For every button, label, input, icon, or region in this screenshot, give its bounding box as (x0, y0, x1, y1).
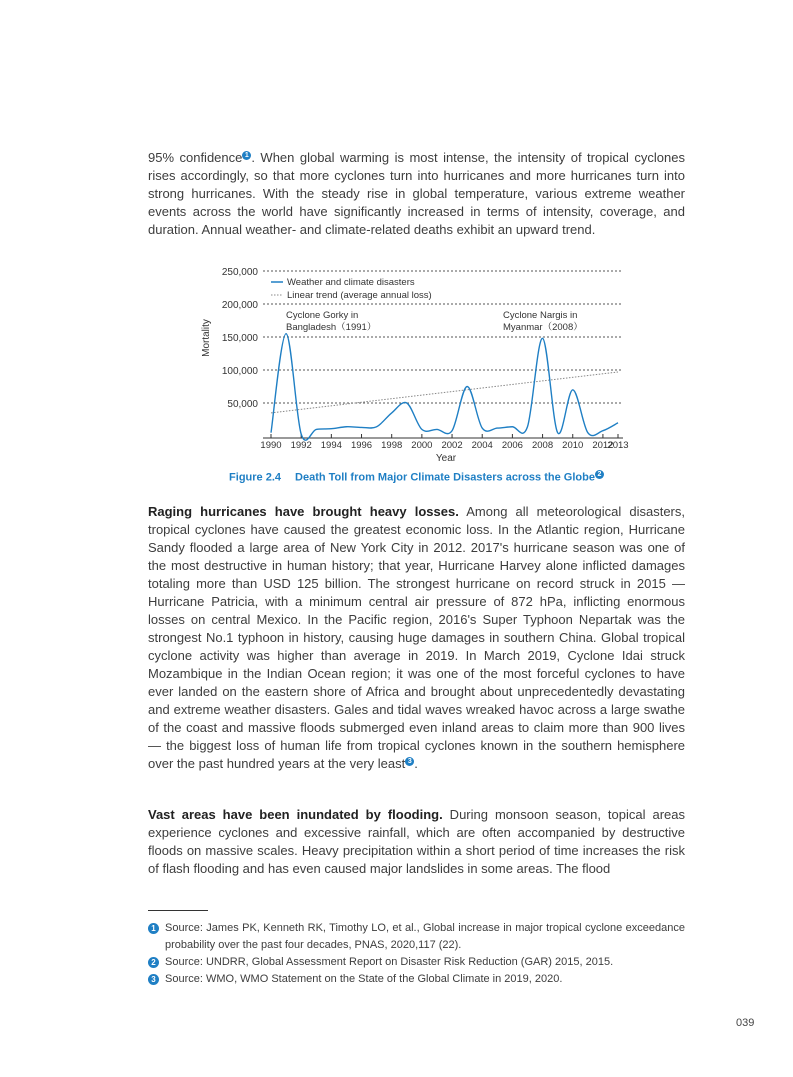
footnote-ref-3[interactable]: 3 (405, 757, 414, 766)
footnote-text: Source: WMO, WMO Statement on the State of the Global Climate in 2019, 2020. (165, 973, 563, 985)
footnote-3 (148, 971, 685, 988)
figure-caption (148, 470, 685, 484)
mortality-chart (195, 260, 640, 470)
x-tick-label: 2000 (411, 440, 433, 451)
y-tick-label: 100,000 (221, 366, 258, 377)
y-tick-label: 50,000 (227, 399, 258, 410)
footnote-ref-2[interactable]: 2 (595, 470, 604, 479)
x-tick-label: 2002 (441, 440, 463, 451)
footnote-number-icon: 2 (148, 957, 159, 968)
line-chart (195, 260, 640, 470)
paragraph-text: Among all meteorological disasters, tropical cyclones have caused the greatest economic loss. In the Atlantic region, Hurricane Sandy flooded a large area of New York City in 2012. 2017's hurricane season was one of the most destructive in human history; that year, Hurricane Harvey alone inflicted damages totaling more than USD 125 billion. The strongest hurricane on record struck in 2015 — Hurricane Patricia, with a minimum central air pressure of 872 hPa, inflicting enormous losses on central Mexico. In the Pacific region, 2016's Super Typhoon Nepartak was the strongest No.1 typhoon in history, causing huge damages in southern China. Global tropical cyclone activity was higher than average in 2019. In March 2019, Cyclone Idai struck Mozambique in the Indian Ocean region; it was one of the most forceful cyclones to have ever landed on the eastern shore of Africa and brought about unprecedentedly devastating and extreme weather disasters. Gales and tidal waves wreaked havoc across a large swathe of the coast and massive floods submerged even inland areas to claim more than 900 lives — the biggest loss of human life from tropical cyclones known in the southern hemisphere over the past hundred years at the very least (148, 504, 685, 771)
footnote-1 (148, 920, 685, 954)
data-line (271, 334, 618, 441)
footnote-divider (148, 910, 208, 911)
x-axis-label: Year (435, 453, 457, 464)
x-tick-label: 1990 (260, 440, 282, 451)
footnote-text: Source: UNDRR, Global Assessment Report on Disaster Risk Reduction (GAR) 2015, 2015. (165, 956, 614, 968)
paragraph-lead: 95% confidence (148, 150, 243, 165)
paragraph-text: During monsoon season, topical areas experience cyclones and excessive rainfall, which are often accompanied by destructive floods on massive scales. Heavy precipitation within a short period of time increases the risk of flash flooding and has even caused major landslides in some areas. The flood (148, 807, 685, 876)
x-tick-label: 1998 (381, 440, 403, 451)
footnote-number-icon: 3 (148, 974, 159, 985)
paragraph-text: . When global warming is most intense, the intensity of tropical cyclones rises accordingly, so that more cyclones turn into hurricanes and more hurricanes turn into strong hurricanes. With the steady rise in global temperature, various extreme weather events across the world have significantly increased in terms of intensity, coverage, and duration. Annual weather- and climate-related deaths exhibit an upward trend. (148, 150, 685, 237)
footnote-text: Source: James PK, Kenneth RK, Timothy LO, et al., Global increase in major tropical cyclone exceedance probability over the past four decades, PNAS, 2020,117 (22). (165, 922, 685, 951)
footnote-ref-1[interactable]: 1 (242, 151, 251, 160)
trend-line (271, 372, 618, 413)
paragraph-heading: Raging hurricanes have brought heavy losses. (148, 504, 459, 519)
x-tick-label: 1996 (350, 440, 373, 451)
paragraph-hurricanes (148, 503, 685, 773)
annotation-gorky: Cyclone Gorky in (286, 310, 359, 321)
annotation-nargis: Cyclone Nargis in (503, 310, 578, 321)
legend-label: Linear trend (average annual loss) (287, 290, 432, 301)
figure-title: Death Toll from Major Climate Disasters across the Globe (295, 471, 595, 484)
paragraph-flooding (148, 806, 685, 878)
x-tick-label: 2004 (471, 440, 493, 451)
page-number: 039 (736, 1017, 755, 1029)
paragraph-heading: Vast areas have been inundated by flooding. (148, 807, 443, 822)
x-tick-label: 2006 (501, 440, 523, 451)
y-tick-label: 200,000 (221, 300, 258, 311)
annotation-nargis: Myanmar（2008） (503, 322, 583, 333)
paragraph-intro (148, 149, 685, 239)
x-tick-label: 2008 (531, 440, 554, 451)
annotation-gorky: Bangladesh（1991） (286, 322, 377, 333)
y-tick-label: 250,000 (221, 267, 258, 278)
x-tick-label: 1994 (320, 440, 342, 451)
x-tick-label: 2013 (607, 440, 629, 451)
footnote-2 (148, 954, 685, 971)
y-tick-label: 150,000 (221, 333, 258, 344)
paragraph-end: . (414, 756, 418, 771)
figure-label: Figure 2.4 (229, 471, 282, 484)
x-tick-label: 1992 (290, 440, 312, 451)
y-axis-label: Mortality (201, 319, 212, 357)
legend-label: Weather and climate disasters (287, 277, 415, 288)
x-tick-label: 2012 (592, 440, 614, 451)
x-tick-label: 2010 (562, 440, 584, 451)
footnotes (148, 920, 685, 988)
footnote-number-icon: 1 (148, 923, 159, 934)
